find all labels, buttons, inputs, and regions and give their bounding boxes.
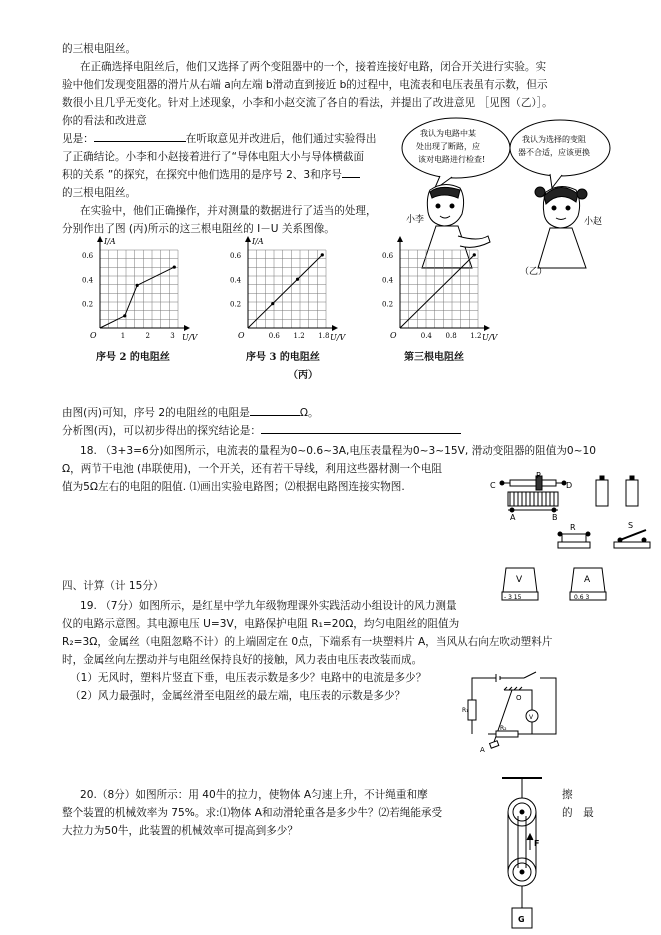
x-tick-label: 3 [170, 332, 175, 340]
iu-graph-wire-third [378, 238, 498, 346]
question-19-line: （2）风力最强时，金属丝滑至电阻丝的最左端，电压表的示数是多少？ [70, 690, 406, 702]
label-f: F [534, 839, 540, 848]
x-tick-label: 0.8 [445, 332, 457, 340]
label-o: O [516, 694, 522, 702]
apparatus-figure [488, 472, 660, 612]
y-tick-label: 0.2 [382, 300, 394, 309]
rheostat-label-b: B [552, 513, 558, 522]
ammeter-terminals: 0.6 3 [574, 594, 590, 601]
text-fragment: 分析图(丙)，可以初步得出的探究结论是： [62, 425, 261, 437]
text-line: 数很小且几乎无变化。针对上述现象，小李和小赵交流了各自的看法，并提出了改进意见 ［见图（乙）］。 [62, 97, 553, 109]
text-fragment: 见是： [62, 133, 94, 145]
series-line [400, 255, 474, 328]
y-axis-label: I/A [104, 237, 116, 246]
rheostat-label-d: D [566, 481, 573, 490]
question-18-line: 18. （3+3=6分)如图所示，电流表的量程为0~0.6~3A,电压表量程为0~3~15V, 滑动变阻器的阻值为0~10 [80, 445, 597, 457]
answer-blank[interactable] [261, 422, 461, 434]
resistor-icon [558, 532, 590, 548]
iu-graph-wire-2 [78, 238, 198, 346]
text-line: 在正确选择电阻丝后，他们又选择了两个变阻器中的一个，接着连接好电路，闭合开关进行实验。实 [80, 61, 547, 73]
y-tick-label: 0.4 [82, 276, 94, 285]
origin-label: O [390, 331, 397, 340]
girl-figure [535, 186, 587, 268]
text-fragment: 在听取意见并改进后，他们通过实验得出 [185, 133, 377, 145]
x-axis-label: U/V [182, 333, 198, 342]
iu-graph-wire-3 [226, 238, 346, 346]
data-point [473, 253, 476, 256]
text-fragment: Ω。 [299, 407, 319, 419]
x-tick-label: 0.6 [268, 332, 280, 340]
voltmeter-terminals: - 3 15 [504, 594, 522, 601]
rheostat-icon [500, 476, 566, 512]
text-line [62, 422, 461, 440]
label-v: V [529, 714, 534, 721]
x-axis-arrow [332, 325, 338, 331]
data-point [271, 302, 274, 305]
bubble-left-line: 我认为电路中某 [420, 129, 476, 138]
y-tick-label: 0.6 [382, 251, 394, 260]
graph-label: 序号 3 的电阻丝 [246, 352, 320, 363]
text-line [62, 130, 376, 148]
resistor-label: R [570, 523, 576, 532]
answer-blank[interactable] [342, 166, 360, 178]
y-tick-label: 0.2 [230, 300, 242, 309]
rheostat-label-a: A [510, 513, 516, 522]
wind-meter-circuit [462, 672, 574, 756]
name-xiaozhao: 小赵 [584, 217, 603, 227]
label-r2: R₂ [500, 725, 507, 732]
bubble-left-line: 处出现了断路，应 [416, 142, 480, 151]
graph-label: 第三根电阻丝 [404, 352, 464, 363]
series-line [248, 255, 322, 328]
pulley-figure [496, 776, 556, 932]
question-19-line: R₂=3Ω，金属丝（电阻忽略不计）的上端固定在 0点，下端系有一块塑料片 A，当风从右向左吹动塑料片 [62, 636, 553, 648]
y-tick-label: 0.4 [382, 276, 394, 285]
question-19-line: 时，金属丝向左摆动并与电阻丝保持良好的接触，风力表由电压表改装而成。 [62, 654, 423, 666]
question-20-line: 大拉力为50牛，此装置的机械效率可提高到多少？ [62, 825, 298, 837]
resistor-r1 [468, 700, 476, 720]
text-line [62, 404, 319, 422]
label-a: A [480, 746, 485, 754]
x-axis-arrow [184, 325, 190, 331]
x-tick-label: 2 [145, 332, 150, 340]
text-line [62, 166, 360, 184]
text-line: 的三根电阻丝。 [62, 187, 137, 199]
battery-icon [596, 476, 638, 506]
question-20-line: 20.（8分）如图所示：用 40牛的拉力，使物体 A匀速上升，不计绳重和摩 [80, 789, 428, 801]
question-20-line: 擦 [562, 789, 573, 801]
x-axis-label: U/V [482, 333, 498, 342]
origin-label: O [238, 331, 245, 340]
data-point [173, 265, 176, 268]
switch-icon [614, 530, 650, 548]
data-point [321, 253, 324, 256]
data-point [123, 314, 126, 317]
label-g: G [518, 915, 525, 924]
bubble-left-line: 该对电路进行检查! [418, 155, 486, 164]
y-tick-label: 0.4 [230, 276, 242, 285]
x-tick-label: 1 [120, 332, 126, 340]
data-point [136, 284, 139, 287]
text-line: 分别作出了图 (丙)所示的这三根电阻丝的 I－U 关系图像。 [62, 223, 335, 235]
switch-label: S [628, 521, 634, 530]
text-line: 你的看法和改进意 [62, 115, 147, 127]
x-axis-label: U/V [330, 333, 346, 342]
origin-label: O [90, 331, 97, 340]
section-title: 四、计算（计 15分） [62, 580, 164, 592]
x-axis-arrow [484, 325, 490, 331]
question-19-line: （1）无风时，塑料片竖直下垂，电压表示数是多少？电路中的电流是多少？ [70, 672, 427, 684]
text-line: 在实验中，他们正确操作，并对测量的数据进行了适当的处理， [80, 205, 377, 217]
label-r1: R₁ [462, 707, 469, 714]
caption-bing: （丙） [288, 370, 318, 381]
y-tick-label: 0.6 [82, 251, 94, 260]
text-line: 了正确结论。小李和小赵接着进行了“导体电阻大小与导体横截面 [62, 151, 365, 163]
x-tick-label: 1.2 [293, 332, 305, 340]
ammeter-symbol: A [584, 575, 591, 585]
data-point [296, 278, 299, 281]
rheostat-label-p: P [536, 471, 541, 480]
y-tick-label: 0.6 [230, 251, 242, 260]
text-fragment: 由图(丙)可知，序号 2的电阻丝的电阻是 [62, 407, 250, 419]
question-20-line: 的 最 [562, 807, 594, 819]
y-tick-label: 0.2 [82, 300, 94, 309]
voltmeter-symbol: V [516, 575, 523, 585]
answer-blank[interactable] [94, 130, 186, 142]
rheostat-label-c: C [490, 481, 496, 490]
question-20-line: 整个装置的机械效率为 75%。求:⑴物体 A和动滑轮重各是多少牛？⑵若绳能承受 [62, 807, 443, 819]
name-xiaoli: 小李 [406, 215, 425, 225]
text-line: 验中他们发现变阻器的滑片从右端 a向左端 b滑动直到接近 b的过程中，电流表和电压表虽有示数，但示 [62, 79, 548, 91]
x-tick-label: 1.2 [470, 332, 482, 340]
bubble-right-line: 器不合适，应该更换 [518, 148, 590, 157]
question-18-line: 值为5Ω左右的电阻的阻值. ⑴画出实验电路图；⑵根据电路图连接实物图. [62, 481, 405, 493]
graph-label: 序号 2 的电阻丝 [96, 352, 170, 363]
x-tick-label: 1.8 [318, 332, 330, 340]
answer-blank[interactable] [250, 404, 300, 416]
question-19-line: 仪的电路示意图。其电源电压 U=3V，电路保护电阻 R₁=20Ω，均匀电阻丝的阻值为 [62, 618, 460, 630]
question-19-line: 19. （7分）如图所示，是红星中学九年级物理课外实践活动小组设计的风力测量 [80, 600, 457, 612]
bubble-right-line: 我认为选择的变阻 [522, 135, 586, 144]
question-18-line: Ω，两节干电池 (串联使用)，一个开关，还有若干导线，利用这些器材测一个电阻 [62, 463, 442, 475]
caption-yi: （乙） [520, 267, 548, 277]
x-tick-label: 0.4 [420, 332, 432, 340]
text-fragment: 积的关系 ”的探究，在探究中他们选用的是序号 2、3和序号 [62, 169, 342, 181]
y-axis-label: I/A [252, 237, 264, 246]
text-line: 的三根电阻丝。 [62, 43, 137, 55]
